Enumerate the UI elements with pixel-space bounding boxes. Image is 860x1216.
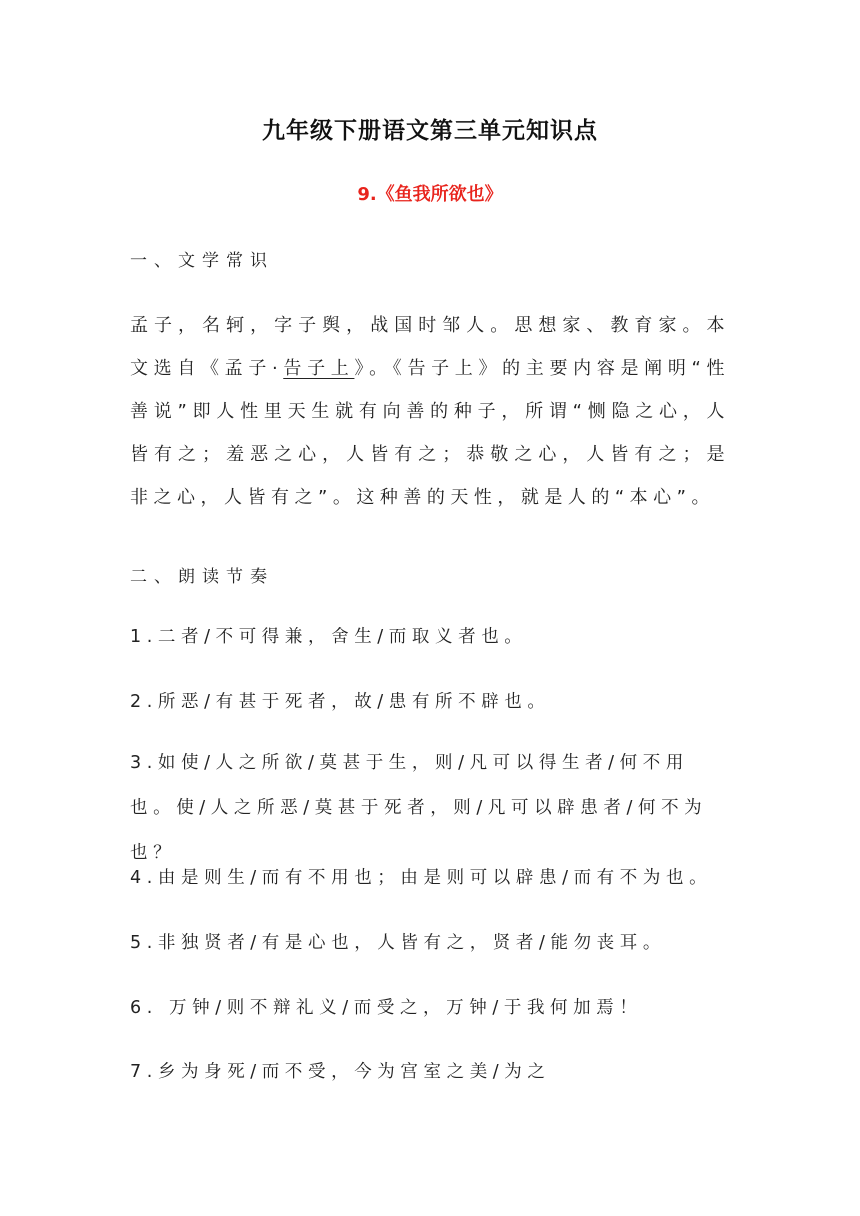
rhythm-item-1: 1.二者/不可得兼，舍生/而取义者也。 (130, 627, 528, 647)
rhythm-item-3: 3.如使/人之所欲/莫甚于生，则/凡可以得生者/何不用也。使/人之所恶/莫甚于死者，则/凡可以辟患者/何不为也？ (130, 753, 708, 863)
literary-text-after: 》。《告子上》的主要内容是阐明“性善说”即人性里天生就有向善的种子，所谓“恻隐之心，人皆有之；羞恶之心，人皆有之；恭敬之心，人皆有之；是非之心，人皆有之”。这种善的天性，就是人的“本心”。 (130, 358, 730, 508)
section-heading-literary: 一、文学常识 (130, 251, 274, 271)
literary-paragraph (130, 304, 730, 519)
section-heading-rhythm: 二、朗读节奏 (130, 567, 274, 587)
rhythm-item-4: 4.由是则生/而有不用也；由是则可以辟患/而有不为也。 (130, 868, 713, 888)
literary-text-underlined: 告子上 (283, 358, 355, 379)
lesson-title: 9.《鱼我所欲也》 (357, 184, 503, 205)
document-title: 九年级下册语文第三单元知识点 (262, 118, 598, 144)
rhythm-item-2: 2.所恶/有甚于死者，故/患有所不辟也。 (130, 692, 551, 712)
rhythm-item-5: 5.非独贤者/有是心也，人皆有之，贤者/能勿丧耳。 (130, 933, 666, 953)
literary-text-before: 孟子，名轲，字子舆，战国时邹人。思想家、教育家。本文选自《孟子· (130, 315, 730, 379)
rhythm-item-7: 7.乡为身死/而不受，今为宫室之美/为之 (130, 1062, 551, 1082)
rhythm-item-6: 6. 万钟/则不辩礼义/而受之，万钟/于我何加焉！ (130, 998, 643, 1018)
